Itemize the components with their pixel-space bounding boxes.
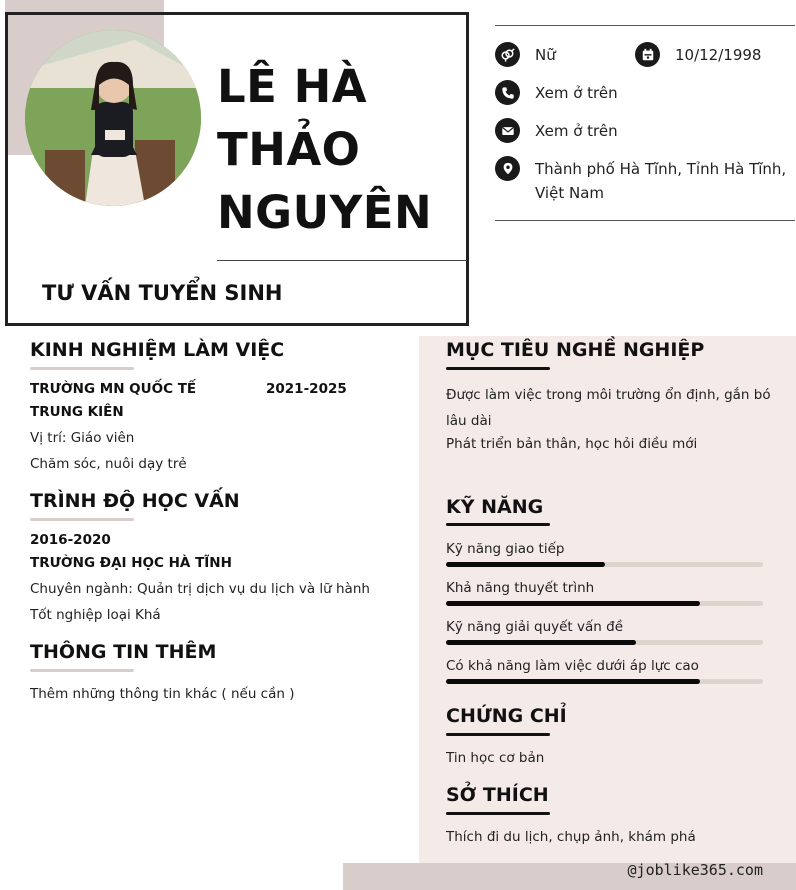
skill-bar-track: [446, 562, 763, 567]
skill-bar-track: [446, 640, 763, 645]
additional-underline: [30, 669, 134, 672]
education-grade: Tốt nghiệp loại Khá: [30, 607, 161, 623]
objective-line-1: Được làm việc trong môi trường ổn định, gắn bó lâu dài: [446, 387, 771, 429]
hobbies-title: SỞ THÍCH: [446, 784, 549, 806]
candidate-name: [217, 55, 457, 244]
birthday-value: 10/12/1998: [675, 46, 762, 64]
email-value: Xem ở trên: [535, 122, 618, 140]
education-period: 2016-2020: [30, 532, 111, 548]
skill-label: Kỹ năng giao tiếp: [446, 541, 565, 557]
skill-bar-fill: [446, 562, 605, 567]
skill-bar-fill: [446, 679, 700, 684]
skill-label: Kỹ năng giải quyết vấn đề: [446, 619, 624, 635]
name-divider: [217, 260, 467, 261]
education-title: TRÌNH ĐỘ HỌC VẤN: [30, 490, 240, 512]
contact-divider-top: [495, 25, 795, 26]
phone-value: Xem ở trên: [535, 84, 618, 102]
avatar: [25, 30, 201, 206]
certificates-underline: [446, 733, 550, 736]
education-school: TRƯỜNG ĐẠI HỌC HÀ TĨNH: [30, 555, 232, 571]
hobbies-underline: [446, 812, 550, 815]
location-icon: [495, 156, 520, 181]
skills-title: KỸ NĂNG: [446, 496, 544, 518]
skill-bar-fill: [446, 640, 636, 645]
name-line-3: NGUYÊN: [217, 186, 433, 239]
experience-underline: [30, 367, 134, 370]
experience-company: TRƯỜNG MN QUỐC TẾ TRUNG KIÊN: [30, 381, 197, 420]
certificates-text: Tin học cơ bản: [446, 750, 545, 766]
gender-value: Nữ: [535, 46, 556, 64]
hobbies-text: Thích đi du lịch, chụp ảnh, khám phá: [446, 829, 696, 845]
phone-icon: [495, 80, 520, 105]
skill-bar-track: [446, 601, 763, 606]
contact-divider-bottom: [495, 220, 795, 221]
skill-bar-track: [446, 679, 763, 684]
skill-bar-fill: [446, 601, 700, 606]
calendar-icon: [635, 42, 660, 67]
experience-title: KINH NGHIỆM LÀM VIỆC: [30, 339, 285, 361]
additional-title: THÔNG TIN THÊM: [30, 641, 217, 663]
experience-position: Vị trí: Giáo viên: [30, 430, 135, 446]
education-major: Chuyên ngành: Quản trị dịch vụ du lịch và lữ hành: [30, 581, 370, 597]
skill-label: Có khả năng làm việc dưới áp lực cao: [446, 658, 699, 674]
objective-title: MỤC TIÊU NGHỀ NGHIỆP: [446, 339, 705, 361]
education-underline: [30, 518, 134, 521]
address-value: Thành phố Hà Tĩnh, Tỉnh Hà Tĩnh, Việt Nam: [535, 160, 787, 202]
skill-label: Khả năng thuyết trình: [446, 580, 595, 596]
watermark: @joblike365.com: [627, 861, 763, 879]
experience-duty: Chăm sóc, nuôi dạy trẻ: [30, 456, 187, 472]
objective-line-2: Phát triển bản thân, học hỏi điều mới: [446, 436, 698, 452]
email-icon: [495, 118, 520, 143]
additional-text: Thêm những thông tin khác ( nếu cần ): [30, 686, 295, 702]
job-title: TƯ VẤN TUYỂN SINH: [42, 281, 283, 305]
gender-icon: [495, 42, 520, 67]
objective-underline: [446, 367, 550, 370]
skills-underline: [446, 523, 550, 526]
name-line-1: LÊ HÀ: [217, 60, 368, 113]
name-line-2: THẢO: [217, 123, 361, 176]
experience-period: 2021-2025: [266, 381, 347, 397]
avatar-photo: [25, 30, 201, 206]
certificates-title: CHỨNG CHỈ: [446, 705, 567, 727]
